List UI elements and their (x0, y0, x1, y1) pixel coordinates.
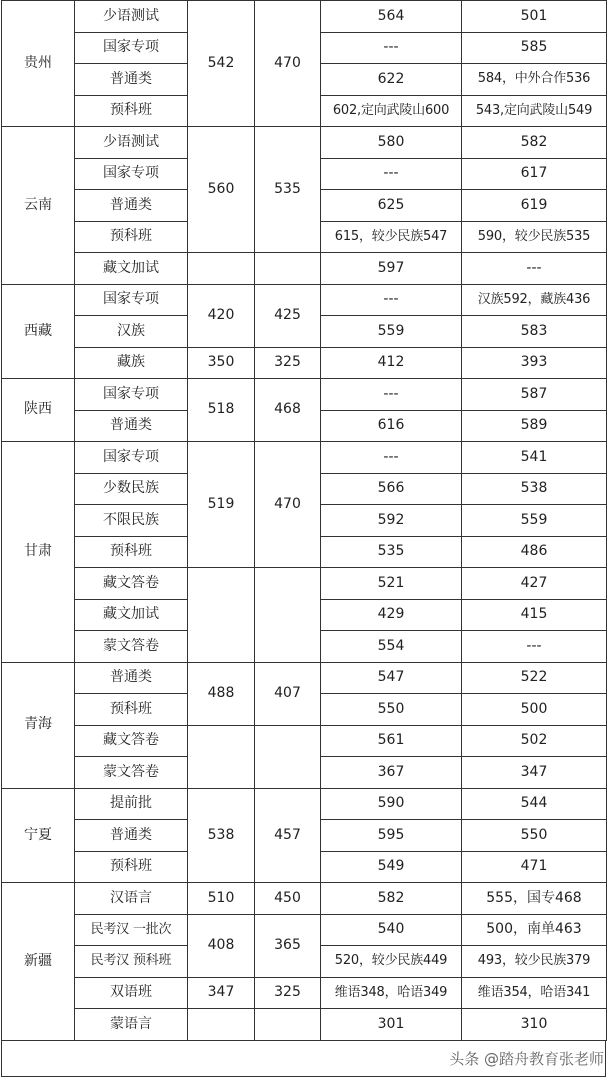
score-cell: 602,定向武陵山600 (321, 95, 462, 127)
score-cell: 415 (462, 599, 607, 631)
score-cell: 393 (462, 347, 607, 379)
score-cell: 580 (321, 127, 462, 159)
line-score-cell: 538 (188, 788, 255, 883)
table-row (2, 977, 607, 1009)
score-cell: 522 (462, 662, 607, 694)
table-row (2, 379, 607, 411)
category-cell: 国家专项 (75, 442, 188, 474)
score-cell: 559 (462, 505, 607, 537)
score-cell: 550 (462, 820, 607, 852)
line-score-cell (188, 253, 255, 285)
admission-score-table (1, 0, 607, 1041)
category-cell: 民考汉 预科班 (75, 946, 188, 978)
category-cell: 普通类 (75, 662, 188, 694)
line-score-cell: 365 (255, 914, 321, 977)
line-score-cell: 325 (255, 347, 321, 379)
category-cell: 蒙文答卷 (75, 757, 188, 789)
line-score-cell: 488 (188, 662, 255, 725)
province-cell: 云南 (2, 127, 75, 285)
score-cell: 367 (321, 757, 462, 789)
score-cell: --- (321, 379, 462, 411)
score-cell: 547 (321, 662, 462, 694)
category-cell: 藏文加试 (75, 599, 188, 631)
score-cell: 520，较少民族449 (321, 946, 462, 978)
score-cell: 585 (462, 32, 607, 64)
line-score-cell: 519 (188, 442, 255, 568)
province-cell: 新疆 (2, 883, 75, 1041)
score-cell: 541 (462, 442, 607, 474)
line-score-cell (255, 253, 321, 285)
line-score-cell: 470 (255, 1, 321, 127)
score-cell: 559 (321, 316, 462, 348)
score-cell: 550 (321, 694, 462, 726)
score-cell: 500，南单463 (462, 914, 607, 946)
category-cell: 民考汉 一批次 (75, 914, 188, 946)
score-cell: 549 (321, 851, 462, 883)
score-cell: 582 (462, 127, 607, 159)
score-cell: 590 (321, 788, 462, 820)
score-cell: 535 (321, 536, 462, 568)
score-cell: 521 (321, 568, 462, 600)
score-cell: 595 (321, 820, 462, 852)
score-cell: 310 (462, 1009, 607, 1041)
category-cell: 预科班 (75, 221, 188, 253)
score-cell: 597 (321, 253, 462, 285)
line-score-cell: 407 (255, 662, 321, 725)
category-cell: 预科班 (75, 536, 188, 568)
score-cell: 592 (321, 505, 462, 537)
line-score-cell: 408 (188, 914, 255, 977)
score-cell: 471 (462, 851, 607, 883)
line-score-cell: 542 (188, 1, 255, 127)
score-cell: 582 (321, 883, 462, 915)
score-cell: 501 (462, 1, 607, 33)
score-cell: 汉族592，藏族436 (462, 284, 607, 316)
province-cell: 西藏 (2, 284, 75, 379)
score-cell: 493，较少民族379 (462, 946, 607, 978)
category-cell: 藏文加试 (75, 253, 188, 285)
score-cell: --- (462, 253, 607, 285)
score-cell: --- (462, 631, 607, 663)
line-score-cell (188, 725, 255, 788)
score-cell: 615，较少民族547 (321, 221, 462, 253)
category-cell: 普通类 (75, 410, 188, 442)
table-row (2, 914, 607, 946)
line-score-cell: 350 (188, 347, 255, 379)
score-cell: 427 (462, 568, 607, 600)
line-score-cell: 325 (255, 977, 321, 1009)
table-row (2, 442, 607, 474)
category-cell: 普通类 (75, 820, 188, 852)
province-cell: 青海 (2, 662, 75, 788)
category-cell: 汉语言 (75, 883, 188, 915)
category-cell: 预科班 (75, 95, 188, 127)
category-cell: 少语测试 (75, 1, 188, 33)
line-score-cell (255, 568, 321, 663)
score-cell: --- (321, 284, 462, 316)
score-cell: 619 (462, 190, 607, 222)
line-score-cell: 518 (188, 379, 255, 442)
table-row (2, 725, 607, 757)
category-cell: 国家专项 (75, 32, 188, 64)
table-row (2, 284, 607, 316)
line-score-cell: 470 (255, 442, 321, 568)
line-score-cell (255, 725, 321, 788)
score-cell: 301 (321, 1009, 462, 1041)
table-row (2, 883, 607, 915)
category-cell: 蒙文答卷 (75, 631, 188, 663)
line-score-cell: 457 (255, 788, 321, 883)
score-cell: 554 (321, 631, 462, 663)
score-cell: 538 (462, 473, 607, 505)
score-cell: 587 (462, 379, 607, 411)
score-cell: 486 (462, 536, 607, 568)
watermark: 头条 @踏舟教育张老师 (449, 1050, 604, 1068)
category-cell: 不限民族 (75, 505, 188, 537)
category-cell: 少语测试 (75, 127, 188, 159)
category-cell: 普通类 (75, 64, 188, 96)
score-cell: --- (321, 158, 462, 190)
score-cell: 544 (462, 788, 607, 820)
province-cell: 陕西 (2, 379, 75, 442)
score-cell: 566 (321, 473, 462, 505)
category-cell: 藏文答卷 (75, 568, 188, 600)
score-cell: 616 (321, 410, 462, 442)
line-score-cell: 420 (188, 284, 255, 347)
province-cell: 宁夏 (2, 788, 75, 883)
score-cell: 维语348，哈语349 (321, 977, 462, 1009)
category-cell: 普通类 (75, 190, 188, 222)
province-cell: 甘肃 (2, 442, 75, 663)
category-cell: 蒙语言 (75, 1009, 188, 1041)
table-row (2, 347, 607, 379)
line-score-cell: 560 (188, 127, 255, 253)
score-cell: --- (321, 442, 462, 474)
score-cell: 412 (321, 347, 462, 379)
category-cell: 预科班 (75, 851, 188, 883)
line-score-cell: 468 (255, 379, 321, 442)
line-score-cell: 450 (255, 883, 321, 915)
category-cell: 国家专项 (75, 284, 188, 316)
category-cell: 藏族 (75, 347, 188, 379)
category-cell: 双语班 (75, 977, 188, 1009)
table-row (2, 253, 607, 285)
score-cell: 555，国专468 (462, 883, 607, 915)
score-cell: --- (321, 32, 462, 64)
category-cell: 藏文答卷 (75, 725, 188, 757)
score-cell: 564 (321, 1, 462, 33)
category-cell: 国家专项 (75, 379, 188, 411)
table-row (2, 1009, 607, 1041)
score-cell: 502 (462, 725, 607, 757)
score-cell: 590，较少民族535 (462, 221, 607, 253)
line-score-cell (188, 1009, 255, 1041)
category-cell: 预科班 (75, 694, 188, 726)
table-row (2, 1, 607, 33)
score-cell: 561 (321, 725, 462, 757)
score-cell: 500 (462, 694, 607, 726)
category-cell: 国家专项 (75, 158, 188, 190)
category-cell: 少数民族 (75, 473, 188, 505)
score-cell: 540 (321, 914, 462, 946)
score-cell: 429 (321, 599, 462, 631)
line-score-cell (255, 1009, 321, 1041)
score-cell: 347 (462, 757, 607, 789)
line-score-cell (188, 568, 255, 663)
score-cell: 589 (462, 410, 607, 442)
line-score-cell: 535 (255, 127, 321, 253)
line-score-cell: 347 (188, 977, 255, 1009)
score-cell: 584，中外合作536 (462, 64, 607, 96)
table-row (2, 568, 607, 600)
table-row (2, 127, 607, 159)
score-cell: 617 (462, 158, 607, 190)
table-row (2, 662, 607, 694)
line-score-cell: 510 (188, 883, 255, 915)
score-cell: 543,定向武陵山549 (462, 95, 607, 127)
score-cell: 583 (462, 316, 607, 348)
table-row (2, 788, 607, 820)
score-cell: 622 (321, 64, 462, 96)
province-cell: 贵州 (2, 1, 75, 127)
category-cell: 汉族 (75, 316, 188, 348)
score-cell: 维语354，哈语341 (462, 977, 607, 1009)
score-cell: 625 (321, 190, 462, 222)
category-cell: 提前批 (75, 788, 188, 820)
line-score-cell: 425 (255, 284, 321, 347)
